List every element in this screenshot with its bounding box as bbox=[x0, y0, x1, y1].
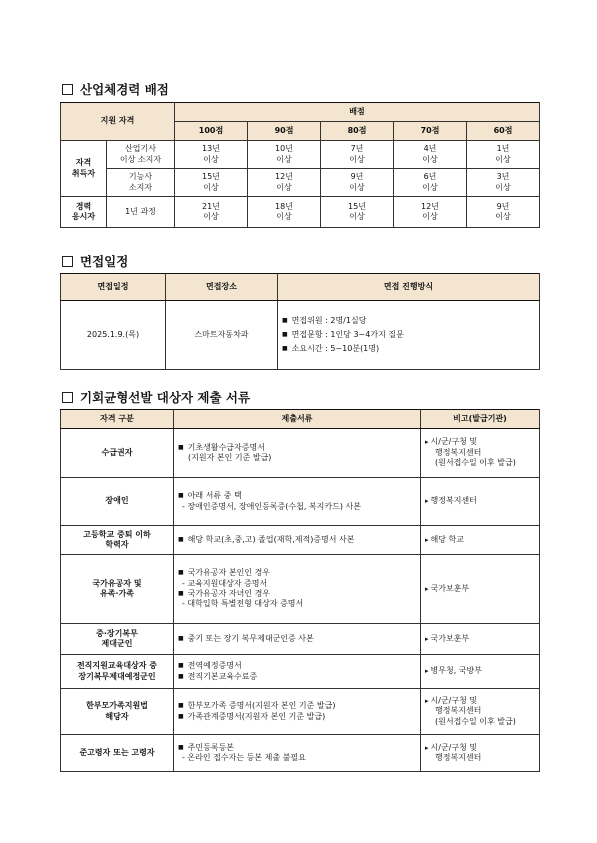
table-cell: 12년 이상 bbox=[248, 169, 321, 197]
interview-schedule-table bbox=[60, 273, 540, 370]
table-cell: 4년 이상 bbox=[394, 141, 467, 169]
interview-place: 스마트자동차과 bbox=[166, 301, 278, 370]
score-col-header: 70점 bbox=[394, 122, 467, 141]
documents-cell bbox=[174, 526, 421, 555]
table-row bbox=[61, 197, 540, 228]
checkbox-square-icon bbox=[62, 392, 73, 403]
note-item: ▸ 시/군/구청 및 bbox=[425, 743, 537, 753]
document-item: ■ 전역예정증명서 bbox=[178, 661, 418, 671]
table-row bbox=[61, 655, 540, 689]
table-cell: 21년 이상 bbox=[175, 197, 248, 228]
table-cell: 9년 이상 bbox=[467, 197, 540, 228]
group-label: 자격 취득자 bbox=[61, 141, 107, 197]
note-cell bbox=[421, 478, 540, 526]
table-row bbox=[61, 478, 540, 526]
category-cell: 장애인 bbox=[61, 478, 174, 526]
row-label: 산업기사 이상 소지자 bbox=[107, 141, 175, 169]
score-col-header: 90점 bbox=[248, 122, 321, 141]
table-cell: 1년 이상 bbox=[467, 141, 540, 169]
row-label: 1년 과정 bbox=[107, 197, 175, 228]
document-item: - 교육지원대상자 증명서 bbox=[182, 578, 268, 588]
category-cell: 고등학교 중퇴 이하 학력자 bbox=[61, 526, 174, 555]
header-interview-place: 면접장소 bbox=[166, 274, 278, 301]
documents-cell bbox=[174, 555, 421, 624]
method-item: ■ 면접문항 : 1인당 3~4가지 질문 bbox=[282, 328, 537, 342]
document-item: ■ 주민등록등본 bbox=[178, 743, 418, 753]
note-item: ▸ 국가보훈부 bbox=[425, 634, 537, 644]
table-cell: 18년 이상 bbox=[248, 197, 321, 228]
note-item: 행정복지센터 bbox=[435, 753, 482, 762]
table-cell: 15년 이상 bbox=[175, 169, 248, 197]
documents-cell bbox=[174, 478, 421, 526]
documents-cell bbox=[174, 429, 421, 478]
document-item: ■ 국가유공자 본인인 경우 bbox=[178, 568, 418, 578]
table-row bbox=[61, 429, 540, 478]
table-cell: 15년 이상 bbox=[321, 197, 394, 228]
table-cell: 7년 이상 bbox=[321, 141, 394, 169]
header-documents: 제출서류 bbox=[174, 410, 421, 429]
documents-table bbox=[60, 409, 540, 772]
table-cell: 12년 이상 bbox=[394, 197, 467, 228]
note-item: ▸ 시/군/구청 및 bbox=[425, 696, 537, 706]
header-interview-method: 면접 진행방식 bbox=[278, 274, 540, 301]
header-score: 배점 bbox=[175, 103, 540, 122]
group-label: 경력 응시자 bbox=[61, 197, 107, 228]
section1-title: 산업체경력 배점 bbox=[80, 82, 169, 97]
note-item: ▸ 병무청, 국방부 bbox=[425, 666, 537, 676]
section2-title: 면접일정 bbox=[80, 254, 129, 269]
note-item: ▸ 국가보훈부 bbox=[425, 584, 537, 594]
note-cell bbox=[421, 555, 540, 624]
category-cell: 수급권자 bbox=[61, 429, 174, 478]
documents-cell bbox=[174, 735, 421, 772]
interview-date: 2025.1.9.(목) bbox=[61, 301, 166, 370]
category-cell: 중·장기복무 제대군인 bbox=[61, 624, 174, 655]
section3-title: 기회균형선발 대상자 제출 서류 bbox=[80, 390, 251, 405]
interview-method-list bbox=[278, 301, 540, 370]
header-category: 자격 구분 bbox=[61, 410, 174, 429]
category-cell: 한부모가족지원법 해당자 bbox=[61, 689, 174, 735]
category-cell: 국가유공자 및 유족·가족 bbox=[61, 555, 174, 624]
table-row bbox=[61, 141, 540, 169]
note-item: ▸ 행정복지센터 bbox=[425, 496, 537, 506]
section2-heading bbox=[62, 252, 128, 270]
checkbox-square-icon bbox=[62, 256, 73, 267]
table-cell: 9년 이상 bbox=[321, 169, 394, 197]
document-item: - 대학입학 특별전형 대상자 증명서 bbox=[182, 599, 304, 609]
method-item: ■ 소요시간 : 5~10분(1명) bbox=[282, 342, 537, 356]
note-cell bbox=[421, 655, 540, 689]
score-col-header: 60점 bbox=[467, 122, 540, 141]
document-item: ■ 한부모가족 증명서(지원자 본인 기준 발급) bbox=[178, 701, 418, 711]
note-item: (원서접수일 이후 발급) bbox=[435, 458, 516, 468]
career-score-table bbox=[60, 102, 540, 228]
note-item: ▸ 시/군/구청 및 bbox=[425, 437, 537, 447]
note-cell bbox=[421, 624, 540, 655]
document-item: ■ 중기 또는 장기 복무제대군인증 사본 bbox=[178, 634, 418, 644]
document-item: ■ 기초생활수급자증명서 bbox=[178, 443, 418, 453]
document-item: ■ 아래 서류 중 택 bbox=[178, 491, 418, 501]
documents-cell bbox=[174, 655, 421, 689]
note-cell bbox=[421, 689, 540, 735]
note-item: 행정복지센터 bbox=[435, 706, 482, 716]
section1-heading bbox=[62, 80, 169, 98]
table-row bbox=[61, 624, 540, 655]
document-item: ■ 가족관계증명서(지원자 본인 기준 발급) bbox=[178, 712, 418, 722]
table-row bbox=[61, 689, 540, 735]
category-cell: 준고령자 또는 고령자 bbox=[61, 735, 174, 772]
category-cell: 전직지원교육대상자 중 장기복무제대예정군인 bbox=[61, 655, 174, 689]
table-row bbox=[61, 555, 540, 624]
note-cell bbox=[421, 735, 540, 772]
table-cell: 10년 이상 bbox=[248, 141, 321, 169]
document-item: ■ 국가유공자 자녀인 경우 bbox=[178, 589, 418, 599]
note-item: 행정복지센터 bbox=[435, 447, 482, 457]
note-cell bbox=[421, 429, 540, 478]
documents-cell bbox=[174, 624, 421, 655]
table-row bbox=[61, 526, 540, 555]
checkbox-square-icon bbox=[62, 84, 73, 95]
note-item: (원서접수일 이후 발급) bbox=[435, 716, 516, 726]
header-note: 비고(발급기관) bbox=[421, 410, 540, 429]
document-item: (지원자 본인 기준 발급) bbox=[188, 453, 272, 462]
table-row bbox=[61, 169, 540, 197]
row-label: 기능사 소지자 bbox=[107, 169, 175, 197]
score-col-header: 80점 bbox=[321, 122, 394, 141]
method-item: ■ 면접위원 : 2명/1실당 bbox=[282, 314, 537, 328]
document-item: - 장애인증명서, 장애인등록증(수첩, 복지카드) 사본 bbox=[182, 501, 361, 511]
documents-cell bbox=[174, 689, 421, 735]
score-col-header: 100점 bbox=[175, 122, 248, 141]
table-cell: 13년 이상 bbox=[175, 141, 248, 169]
header-qualification: 지원 자격 bbox=[61, 103, 175, 141]
note-cell bbox=[421, 526, 540, 555]
table-cell: 6년 이상 bbox=[394, 169, 467, 197]
section3-heading bbox=[62, 388, 250, 406]
document-item: ■ 해당 학교(초,중,고) 졸업(재학,제적)증명서 사본 bbox=[178, 535, 418, 545]
header-interview-date: 면접일정 bbox=[61, 274, 166, 301]
table-row bbox=[61, 735, 540, 772]
table-cell: 3년 이상 bbox=[467, 169, 540, 197]
note-item: ▸ 해당 학교 bbox=[425, 535, 537, 545]
document-item: - 온라인 접수자는 등본 제출 불필요 bbox=[182, 753, 306, 762]
document-item: ■ 전직기본교육수료증 bbox=[178, 672, 418, 682]
